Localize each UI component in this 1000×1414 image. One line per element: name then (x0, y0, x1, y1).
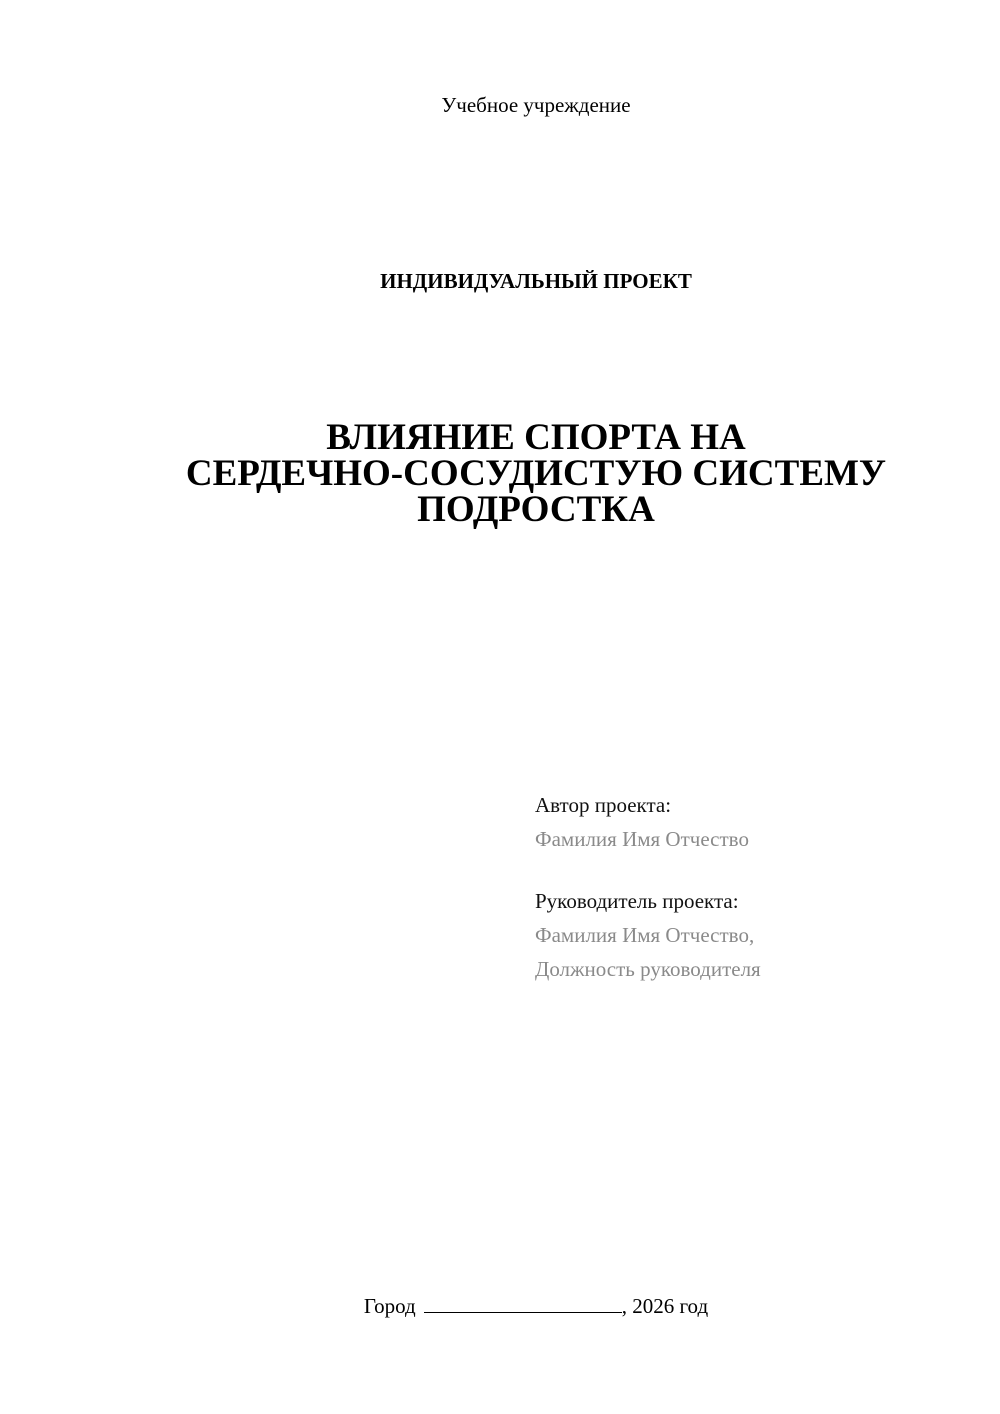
year-text: , 2026 год (621, 1294, 709, 1318)
city-label: Город (363, 1294, 416, 1318)
project-title (0, 417, 1000, 530)
city-blank-line (424, 1292, 622, 1313)
supervisor-position: Должность руководителя (535, 957, 761, 981)
title-line-1: ВЛИЯНИЕ СПОРТА НА (326, 417, 746, 458)
author-label: Автор проекта: (535, 793, 672, 817)
supervisor-label: Руководитель проекта: (535, 889, 739, 913)
title-line-3: ПОДРОСТКА (417, 489, 655, 530)
document-type: ИНДИВИДУАЛЬНЫЙ ПРОЕКТ (380, 269, 692, 293)
title-line-2: СЕРДЕЧНО-СОСУДИСТУЮ СИСТЕМУ (185, 453, 887, 494)
author-name: Фамилия Имя Отчество (535, 827, 749, 851)
institution-name: Учебное учреждение (441, 93, 631, 117)
supervisor-name: Фамилия Имя Отчество, (535, 923, 755, 947)
project-info (535, 788, 761, 986)
footer-city-year (0, 1292, 1000, 1319)
